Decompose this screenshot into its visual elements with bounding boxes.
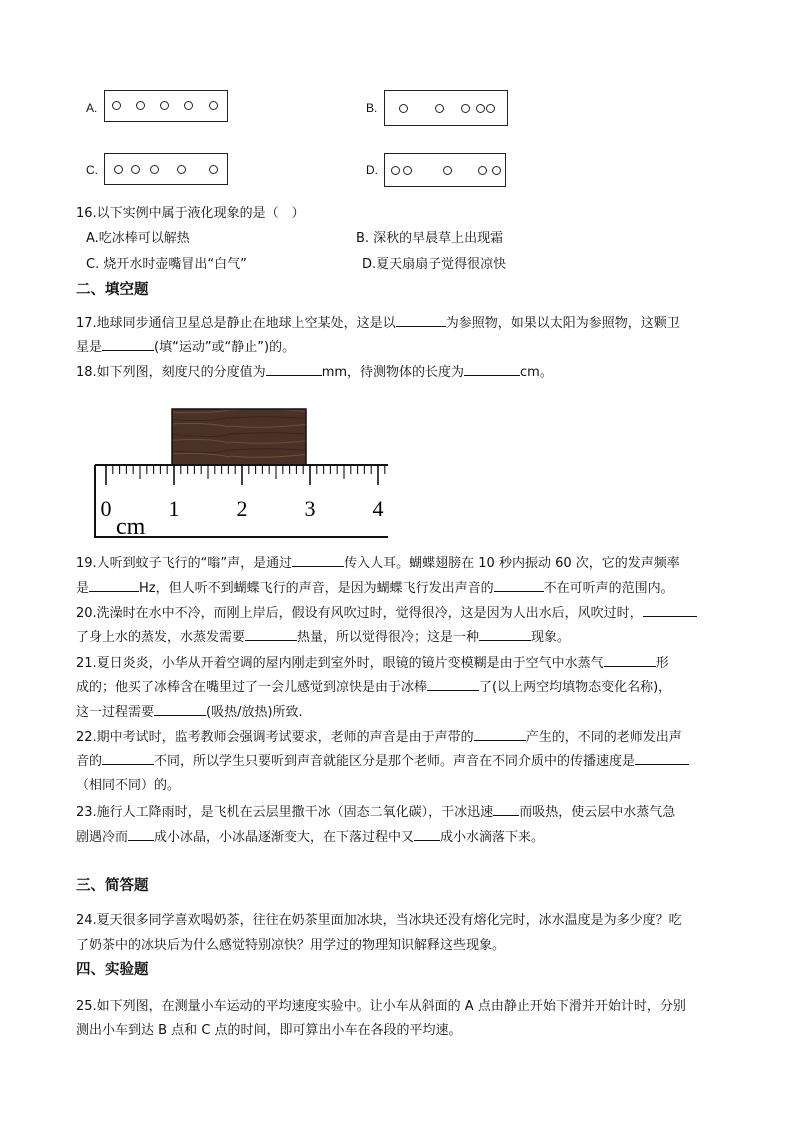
circle-icon bbox=[209, 165, 218, 174]
q20-text: 现象。 bbox=[531, 630, 571, 645]
q18-text: 18.如下列图，刻度尺的分度值为 bbox=[76, 365, 266, 380]
ruler-label-2: 2 bbox=[236, 496, 248, 521]
q19-text: 是 bbox=[76, 581, 90, 596]
answer-blank[interactable] bbox=[396, 314, 446, 327]
q22-line-1 bbox=[76, 728, 682, 747]
q19-line-2 bbox=[76, 579, 674, 598]
q19-text: 19.人听到蚊子飞行的“嗡”声，是通过 bbox=[76, 556, 293, 571]
answer-blank[interactable] bbox=[427, 678, 479, 691]
q19-text: Hz，但人听不到蝴蝶飞行的声音，是因为蝴蝶飞行发出声音的 bbox=[139, 581, 494, 596]
circle-icon bbox=[114, 165, 123, 174]
answer-blank[interactable] bbox=[266, 363, 322, 376]
q21-text: (吸热/放热)所致. bbox=[206, 705, 303, 720]
ruler-labels bbox=[101, 496, 384, 540]
ruler-figure bbox=[90, 404, 390, 542]
q21-text: 了(以上两空均填物态变化名称)， bbox=[479, 680, 672, 695]
answer-blank[interactable] bbox=[245, 628, 297, 641]
circle-icon bbox=[399, 104, 408, 113]
q21-text: 形 bbox=[655, 656, 669, 671]
q20-text: 热量，所以觉得很冷；这是一种 bbox=[297, 630, 480, 645]
ruler-label-4: 4 bbox=[372, 496, 384, 521]
q22-text: 22.期中考试时，监考教师会强调考试要求，老师的声音是由于声带的 bbox=[76, 730, 474, 745]
q21-line-1 bbox=[76, 654, 669, 673]
ruler-label-0: 0 bbox=[100, 496, 112, 521]
ruler-svg bbox=[90, 404, 390, 542]
q17-text: (填“运动”或“静止”)的。 bbox=[154, 340, 296, 355]
section-heading-short-answer: 三、简答题 bbox=[76, 878, 149, 894]
answer-blank[interactable] bbox=[479, 628, 531, 641]
q16-option-a: A.吃冰棒可以解热 bbox=[86, 231, 190, 246]
q23-line-1 bbox=[76, 803, 675, 822]
measured-object bbox=[172, 409, 306, 465]
answer-blank[interactable] bbox=[493, 803, 519, 816]
section-heading-fill-in: 二、填空题 bbox=[76, 282, 149, 298]
q24-line-1: 24.夏天很多同学喜欢喝奶茶，往往在奶茶里面加冰块，当冰块还没有熔化完时，冰水温度是为多少度？吃 bbox=[76, 913, 682, 928]
q19-line-1 bbox=[76, 554, 680, 573]
q16-option-d: D.夏天扇扇子觉得很凉快 bbox=[362, 257, 507, 272]
q23-line-2 bbox=[76, 828, 544, 847]
ruler-label-3: 3 bbox=[304, 496, 316, 521]
option-label: D. bbox=[366, 163, 378, 177]
q21-text: 这一过程需要 bbox=[76, 705, 155, 720]
q24-line-2: 了奶茶中的冰块后为什么感觉特别凉快？用学过的物理知识解释这些现象。 bbox=[76, 938, 506, 953]
circle-icon bbox=[492, 166, 501, 175]
ruler-ticks bbox=[106, 465, 385, 485]
circle-icon bbox=[478, 166, 487, 175]
answer-blank[interactable] bbox=[414, 828, 440, 841]
q20-text: 了身上水的蒸发，水蒸发需要 bbox=[76, 630, 246, 645]
ruler-label-1: 1 bbox=[168, 496, 180, 521]
q23-text: 而吸热，使云层中水蒸气急 bbox=[519, 805, 676, 820]
answer-blank[interactable] bbox=[494, 579, 544, 592]
q21-text: 21.夏日炎炎，小华从开着空调的屋内刚走到室外时，眼镜的镜片变模糊是由于空气中水蒸气 bbox=[76, 656, 604, 671]
circle-icon bbox=[391, 166, 400, 175]
q18-text: mm，待测物体的长度为 bbox=[321, 365, 465, 380]
answer-blank[interactable] bbox=[154, 703, 206, 716]
circle-icon bbox=[150, 165, 159, 174]
option-label: A. bbox=[86, 101, 98, 115]
q20-line-1 bbox=[76, 604, 697, 623]
circle-row-box bbox=[104, 90, 228, 122]
q22-line-3: （相同不同）的。 bbox=[76, 778, 181, 793]
answer-blank[interactable] bbox=[102, 338, 154, 351]
q23-text: 剧遇冷而 bbox=[76, 830, 129, 845]
circle-icon bbox=[184, 101, 193, 110]
circle-icon bbox=[177, 165, 186, 174]
circle-icon bbox=[476, 104, 485, 113]
answer-blank[interactable] bbox=[464, 363, 520, 376]
section-heading-experiment: 四、实验题 bbox=[76, 962, 149, 978]
circle-icon bbox=[160, 101, 169, 110]
q19-text: 不在可听声的范围内。 bbox=[543, 581, 674, 596]
answer-blank[interactable] bbox=[128, 828, 154, 841]
option-label: B. bbox=[366, 101, 378, 115]
q22-text: 产生的，不同的老师发出声 bbox=[525, 730, 682, 745]
q19-text: 传入人耳。蝴蝶翅膀在 10 秒内振动 60 次，它的发声频率 bbox=[344, 556, 680, 571]
q25-line-1: 25.如下列图，在测量小车运动的平均速度实验中。让小车从斜面的 A 点由静止开始下滑并开始计时，分别 bbox=[76, 999, 686, 1014]
circle-icon bbox=[435, 104, 444, 113]
circle-icon bbox=[136, 101, 145, 110]
answer-blank[interactable] bbox=[635, 752, 689, 765]
q22-text: 音的 bbox=[76, 754, 103, 769]
answer-blank[interactable] bbox=[89, 579, 139, 592]
q18-text: cm。 bbox=[520, 365, 553, 380]
q22-line-2 bbox=[76, 752, 689, 771]
q21-line-3 bbox=[76, 703, 303, 722]
q17-text: 为参照物，如果以太阳为参照物，这颗卫 bbox=[445, 316, 680, 331]
circle-icon bbox=[131, 165, 140, 174]
q17-text: 17.地球同步通信卫星总是静止在地球上空某处，这是以 bbox=[76, 316, 396, 331]
q20-line-2 bbox=[76, 628, 570, 647]
q17-line-1 bbox=[76, 314, 680, 333]
q20-text: 20.洗澡时在水中不冷，而刚上岸后，假设有风吹过时，觉得很冷，这是因为人出水后，风吹过时， bbox=[76, 606, 643, 621]
circle-row-box bbox=[384, 90, 508, 126]
q18-line bbox=[76, 363, 553, 382]
q22-text: 不同，所以学生只要听到声音就能区分是那个老师。声音在不同介质中的传播速度是 bbox=[154, 754, 636, 769]
answer-blank[interactable] bbox=[474, 728, 526, 741]
answer-blank[interactable] bbox=[643, 604, 697, 617]
circle-icon bbox=[209, 101, 218, 110]
circle-icon bbox=[403, 166, 412, 175]
answer-blank[interactable] bbox=[292, 554, 344, 567]
answer-blank[interactable] bbox=[604, 654, 656, 667]
ruler-unit: cm bbox=[116, 514, 146, 540]
circle-icon bbox=[443, 166, 452, 175]
circle-icon bbox=[461, 104, 470, 113]
q23-text: 23.施行人工降雨时，是飞机在云层里撒干冰（固态二氧化碳），干冰迅速 bbox=[76, 805, 494, 820]
q21-text: 成的；他买了冰棒含在嘴里过了一会儿感觉到凉快是由于冰棒 bbox=[76, 680, 428, 695]
circle-row-box bbox=[384, 153, 506, 187]
circle-icon bbox=[112, 101, 121, 110]
q21-line-2 bbox=[76, 678, 671, 697]
q23-text: 成小冰晶，小冰晶逐渐变大，在下落过程中又 bbox=[154, 830, 415, 845]
q16-option-c: C. 烧开水时壶嘴冒出“白气” bbox=[86, 257, 247, 272]
q17-text: 星是 bbox=[76, 340, 103, 355]
option-label: C. bbox=[86, 163, 98, 177]
q16-option-b: B. 深秋的早晨草上出现霜 bbox=[356, 231, 504, 246]
answer-blank[interactable] bbox=[102, 752, 154, 765]
q17-line-2 bbox=[76, 338, 295, 357]
q25-line-2: 测出小车到达 B 点和 C 点的时间，即可算出小车在各段的平均速。 bbox=[76, 1023, 462, 1038]
q23-text: 成小水滴落下来。 bbox=[440, 830, 545, 845]
circle-row-box bbox=[104, 153, 228, 185]
q16-stem: 16.以下实例中属于液化现象的是（ ） bbox=[76, 206, 305, 221]
circle-icon bbox=[486, 104, 495, 113]
